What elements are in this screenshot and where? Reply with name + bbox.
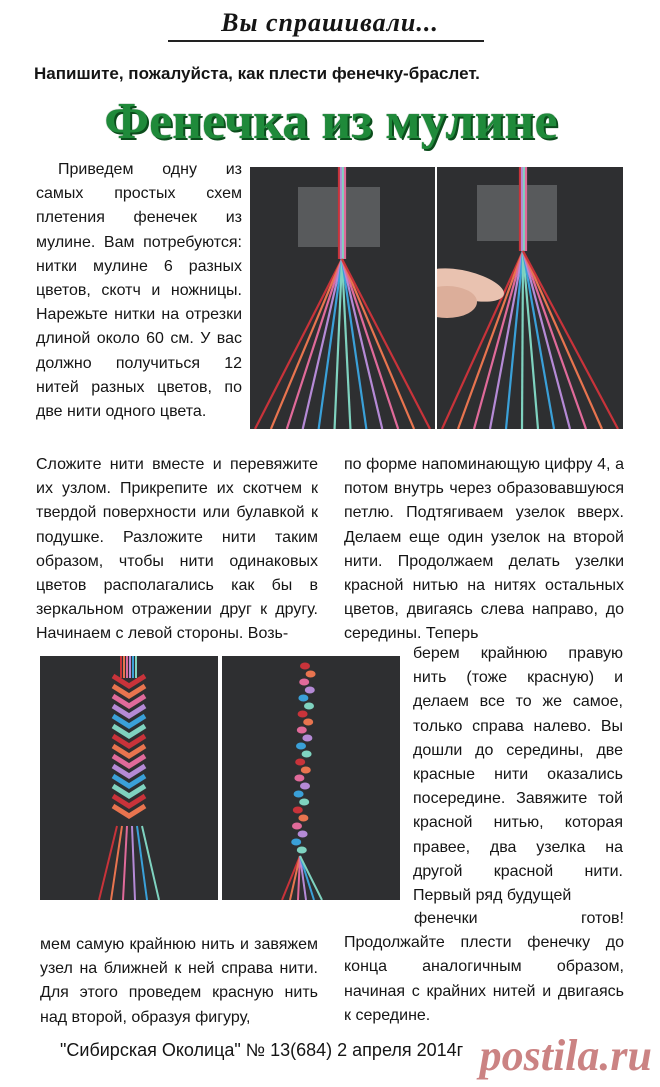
- braid-knot: [298, 815, 308, 822]
- braid-knot: [298, 831, 308, 838]
- footer-citation: "Сибирская Околица" № 13(684) 2 апреля 2014г: [60, 1040, 464, 1060]
- section-header: Вы спрашивали...: [221, 8, 439, 37]
- braid-knot: [304, 703, 314, 710]
- article-right-narrow: [413, 642, 623, 908]
- photo-threads-taped-art: [250, 167, 435, 429]
- braid-knot: [301, 767, 311, 774]
- photo-bracelet-front-art: [40, 656, 218, 900]
- braid-knot: [291, 839, 301, 846]
- watermark: postila.ru: [479, 1031, 652, 1080]
- photo-bracelet-front: [40, 656, 218, 900]
- braid-knot: [297, 847, 307, 854]
- braid-knot: [299, 799, 309, 806]
- photo-first-knot-art: [437, 167, 623, 429]
- header-rule: [168, 40, 484, 42]
- braid-knot: [294, 775, 304, 782]
- braid-knot: [305, 687, 315, 694]
- photo-first-knot: [437, 167, 623, 429]
- braid-knot: [295, 759, 305, 766]
- left-block-text: Сложите нити вместе и перевяжите их узлом. Прикрепите их скотчем к твердой поверхности или булавкой к подушке. Разложите нити таким образом, чтобы нити одинаковых цветов располагались как бы в зеркальном отражении друг к другу. Начинаем с левой стороны. Возь-: [36, 456, 318, 643]
- article-bottom-left: [40, 933, 318, 1030]
- braid-knot: [297, 727, 307, 734]
- braid-knot: [292, 823, 302, 830]
- article-left-block: [36, 453, 318, 647]
- thread-strand: [522, 251, 523, 429]
- right-top-text: по форме напоминающую цифру 4, а потом внутрь через образовавшуюся петлю. Подтягиваем узелок вверх. Делаем еще один узелок на второй нити. Продолжаем делать узелки красной нитью на нитях остальных цветов, двигаясь слева направо, до середины. Теперь: [344, 456, 624, 643]
- article-title: Фенечка из мулине: [104, 93, 558, 150]
- photo-bracelet-back-art: [222, 656, 400, 900]
- right-end-text: фенечки готов! Продолжайте плести фенечку до конца аналогичным образом, начиная с крайних нитей и двигаясь к середине.: [344, 910, 624, 1024]
- braid-knot: [302, 751, 312, 758]
- braid-knot: [303, 719, 313, 726]
- braid-knot: [296, 743, 306, 750]
- braid-knot: [298, 711, 308, 718]
- braid-knot: [300, 783, 310, 790]
- reader-question: Напишите, пожалуйста, как плести фенечку-браслет.: [34, 64, 480, 83]
- photo-threads-taped: [250, 167, 435, 429]
- braid-knot: [294, 791, 304, 798]
- braid-knot: [306, 671, 316, 678]
- braid-knot: [302, 735, 312, 742]
- braid-knot: [298, 695, 308, 702]
- braid-knot: [300, 663, 310, 670]
- photo-bracelet-back: [222, 656, 400, 900]
- braid-knot: [293, 807, 303, 814]
- bottom-left-text: мем самую крайнюю нить и завяжем узел на ближней к ней справа нити. Для этого проведем красную нить над второй, образуя фигуру,: [40, 936, 318, 1026]
- braid-knot: [299, 679, 309, 686]
- intro-text: Приведем одну из самых простых схем плетения фенечек из мулине. Вам потребуются: нитки мулине 6 разных цветов, скотч и ножницы. Нарежьте нитки на отрезки длиной около 60 см. У вас должно получиться 12 нитей разных цветов, по две нити одного цвета.: [36, 161, 242, 421]
- article-right-top: [344, 453, 624, 647]
- article-intro: [36, 158, 242, 424]
- article-right-end: [344, 907, 624, 1028]
- right-narrow-text: берем крайнюю правую нить (тоже красную) и делаем все то же самое, только справа налево. Вы дошли до середины, две красные нити оказались посередине. Завяжите той красной нитью, которая правее, два узелка на другой красной нити. Первый ряд будущей: [413, 645, 623, 905]
